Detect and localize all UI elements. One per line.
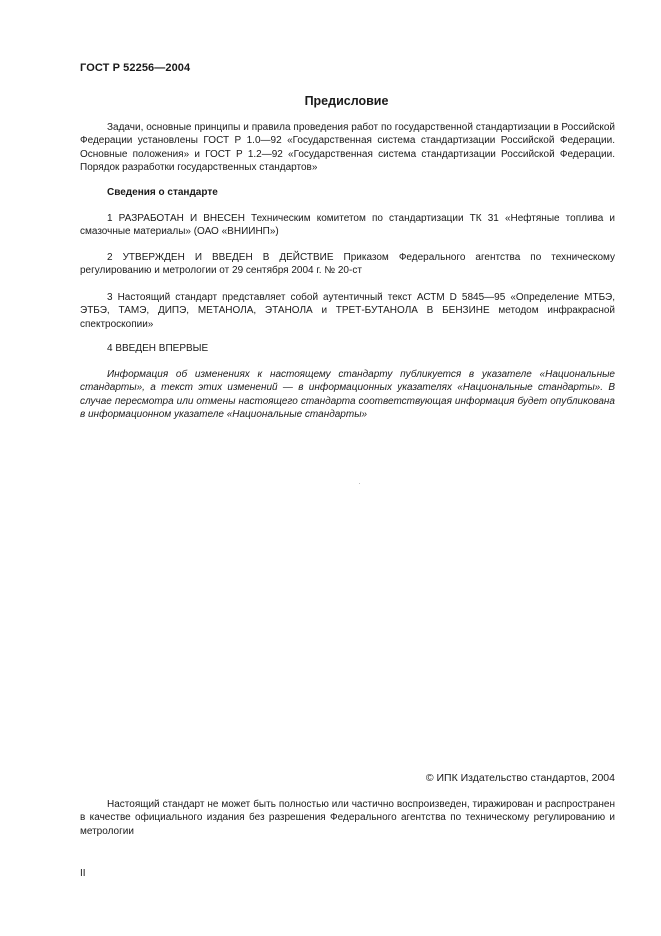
- item-1-block: [80, 212, 615, 239]
- info-item-4: 4 ВВЕДЕН ВПЕРВЫЕ: [107, 343, 209, 354]
- scan-speck: [359, 483, 360, 484]
- item-2-block: [80, 251, 615, 278]
- reproduction-block: [80, 798, 615, 838]
- page-number: II: [80, 868, 86, 879]
- document-code: ГОСТ Р 52256—2004: [80, 62, 191, 74]
- item-3-block: [80, 291, 615, 331]
- info-item-1: 1 РАЗРАБОТАН И ВНЕСЕН Техническим комитетом по стандартизации ТК 31 «Нефтяные топлива и смазочные материалы» (ОАО «ВНИИНП»): [80, 213, 615, 238]
- info-heading: Сведения о стандарте: [107, 187, 218, 198]
- copyright-line: © ИПК Издательство стандартов, 2004: [425, 772, 615, 784]
- reproduction-notice: Настоящий стандарт не может быть полностью или частично воспроизведен, тиражирован и распространен в качестве официального издания без разрешения Федерального агентства по техническому регулированию и метрологии: [80, 799, 615, 837]
- item-4-block: [80, 342, 615, 355]
- notice-block: [80, 368, 615, 422]
- info-item-3: 3 Настоящий стандарт представляет собой аутентичный текст АСТМ D 5845—95 «Определение МТБЭ, ЭТБЭ, ТАМЭ, ДИПЭ, МЕТАНОЛА, ЭТАНОЛА и ТРЕТ-БУТАНОЛА В БЕНЗИНЕ методом инфракрасной спектроскопии»: [80, 292, 615, 330]
- intro-paragraph: Задачи, основные принципы и правила проведения работ по государственной стандартизации в Российской Федерации установлены ГОСТ Р 1.0—92 «Государственная система стандартизации Российской Федерации. Основные положения» и ГОСТ Р 1.2—92 «Государственная система стандартизации Российской Федерации. Порядок разработки государственных стандартов»: [80, 122, 615, 174]
- info-item-2: 2 УТВЕРЖДЕН И ВВЕДЕН В ДЕЙСТВИЕ Приказом Федерального агентства по техническому регулированию и метрологии от 29 сентября 2004 г. № 20-ст: [80, 252, 615, 277]
- intro-paragraph-block: [80, 121, 615, 175]
- page-title: Предисловие: [304, 94, 389, 108]
- notice-paragraph: Информация об изменениях к настоящему стандарту публикуется в указателе «Национальные стандарты», а текст этих изменений — в информационных указателях «Национальные стандарты». В случае пересмотра или отмены настоящего стандарта соответствующая информация будет опубликована в информационном указателе «Национальные стандарты»: [80, 369, 615, 421]
